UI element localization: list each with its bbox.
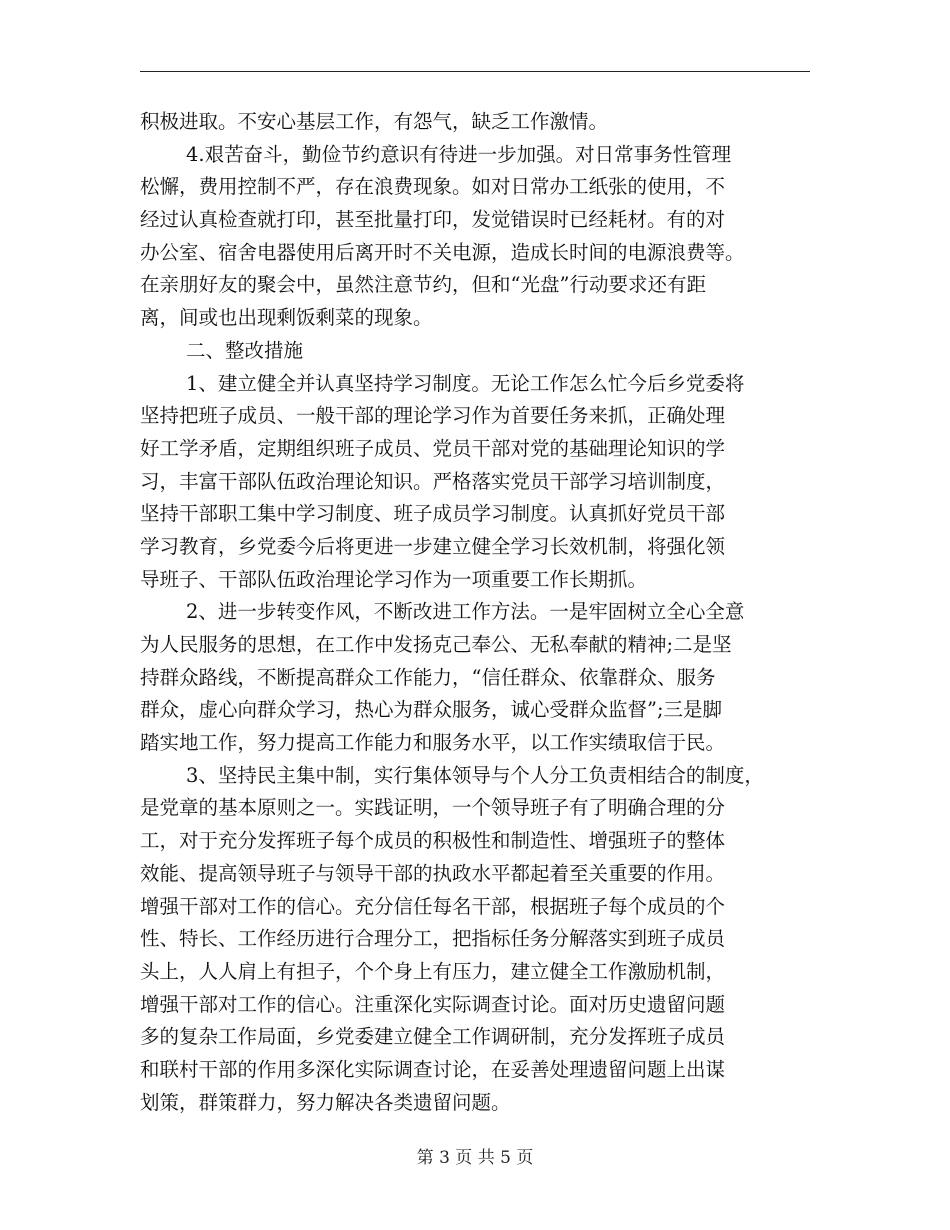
header-rule — [140, 71, 810, 72]
text-line: 坚持干部职工集中学习制度、班子成员学习制度。认真抓好党员干部 — [140, 502, 726, 526]
text-line: 习，丰富干部队伍政治理论知识。严格落实党员干部学习培训制度， — [140, 469, 726, 493]
text-line: 划策，群策群力，努力解决各类遗留问题。 — [140, 1090, 511, 1114]
text-line: 经过认真检查就打印，甚至批量打印，发觉错误时已经耗材。有的对 — [140, 208, 726, 232]
text-line: 持群众路线，不断提高群众工作能力，“信任群众、依靠群众、服务 — [140, 665, 716, 689]
text-line: 导班子、干部队伍政治理论学习作为一项重要工作长期抓。 — [140, 567, 648, 591]
text-line: 为人民服务的思想，在工作中发扬克己奉公、无私奉献的精神;二是坚 — [140, 633, 732, 656]
text-line: 头上，人人肩上有担子，个个身上有压力，建立健全工作激励机制， — [140, 959, 726, 983]
text-line: 和联村干部的作用多深化实际调查讨论，在妥善处理遗留问题上出谋 — [140, 1057, 726, 1081]
text-line: 好工学矛盾，定期组织班子成员、党员干部对党的基础理论知识的学 — [140, 436, 726, 460]
text-line: 坚持把班子成员、一般干部的理论学习作为首要任务来抓，正确处理 — [140, 404, 726, 428]
text-line: 松懈，费用控制不严，存在浪费现象。如对日常办工纸张的使用，不 — [140, 175, 726, 199]
section-heading: 二、整改措施 — [186, 338, 304, 362]
text-line: 离，间或也出现剩饭剩菜的现象。 — [140, 306, 433, 330]
document-body — [140, 106, 812, 1119]
text-line: 性、特长、工作经历进行合理分工，把指标任务分解落实到班子成员 — [140, 927, 726, 951]
text-line: 1、建立健全并认真坚持学习制度。无论工作怎么忙今后乡党委将 — [186, 371, 745, 395]
text-line: 增强干部对工作的信心。注重深化实际调查讨论。面对历史遗留问题 — [140, 992, 726, 1016]
text-line: 工，对于充分发挥班子每个成员的积极性和制造性、增强班子的整体 — [140, 829, 726, 853]
text-line: 踏实地工作，努力提高工作能力和服务水平，以工作实绩取信于民。 — [140, 731, 726, 755]
text-line: 效能、提高领导班子与领导干部的执政水平都起着至关重要的作用。 — [140, 861, 726, 885]
text-line: 办公室、宿舍电器使用后离开时不关电源，造成长时间的电源浪费等。 — [140, 240, 745, 264]
text-line: 4.艰苦奋斗，勤俭节约意识有待进一步加强。对日常事务性管理 — [186, 142, 732, 166]
text-line: 在亲朋好友的聚会中，虽然注意节约，但和“光盘”行动要求还有距 — [140, 273, 706, 297]
text-line: 群众，虚心向群众学习，热心为群众服务，诚心受群众监督”;三是脚 — [140, 698, 723, 722]
text-line: 积极进取。不安心基层工作，有怨气，缺乏工作激情。 — [140, 110, 609, 133]
text-line: 学习教育，乡党委今后将更进一步建立健全学习长效机制，将强化领 — [140, 534, 726, 558]
text-line: 是党章的基本原则之一。实践证明，一个领导班子有了明确合理的分 — [140, 796, 726, 820]
text-line: 多的复杂工作局面，乡党委建立健全工作调研制，充分发挥班子成员 — [140, 1025, 726, 1049]
text-line: 3、坚持民主集中制，实行集体领导与个人分工负责相结合的制度， — [186, 763, 764, 787]
text-line: 2、进一步转变作风，不断改进工作方法。一是牢固树立全心全意 — [186, 600, 745, 624]
text-line: 增强干部对工作的信心。充分信任每名干部，根据班子每个成员的个 — [140, 894, 726, 918]
page-number: 第 3 页 共 5 页 — [416, 1148, 534, 1168]
